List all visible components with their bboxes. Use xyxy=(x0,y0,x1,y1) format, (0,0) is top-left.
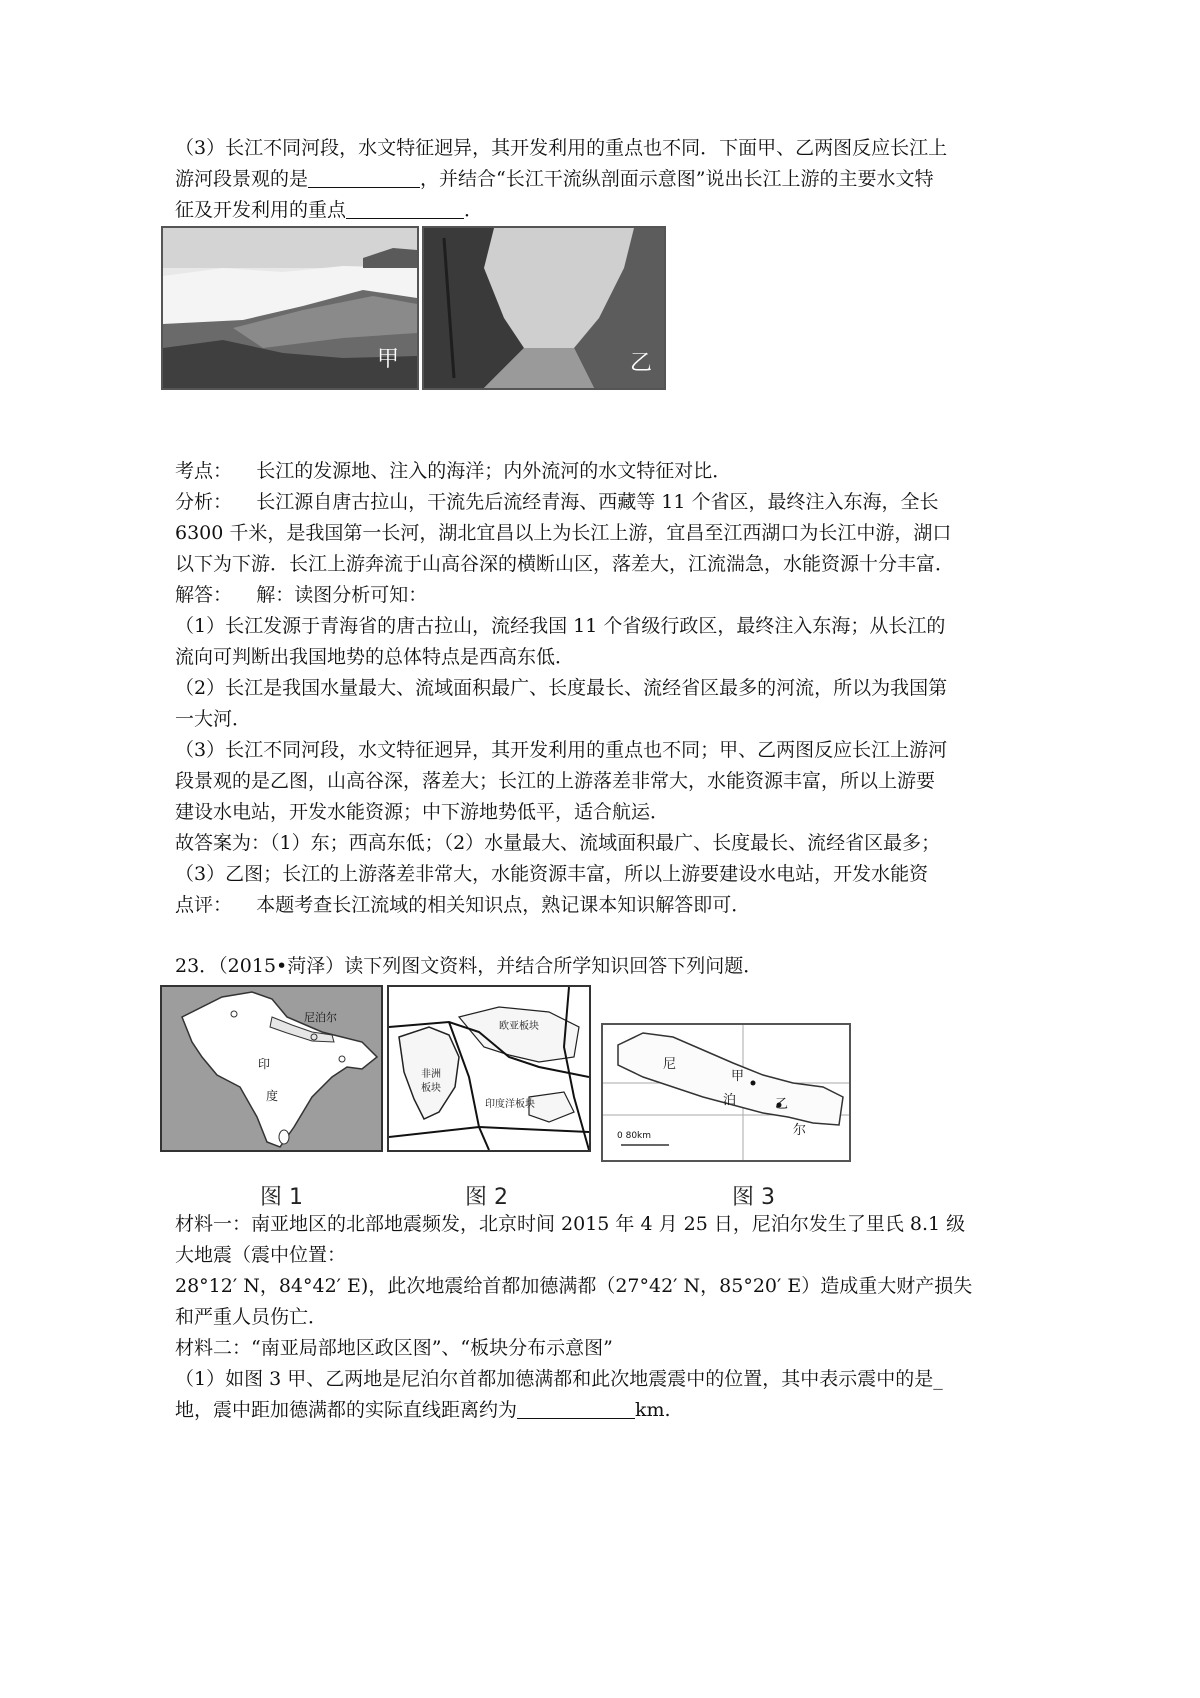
answer-1-line-2: 流向可判断出我国地势的总体特点是西高东低． xyxy=(175,646,575,668)
fenxi-label: 分析： xyxy=(175,491,233,513)
fenxi-line-3: 以下为下游．长江上游奔流于山高谷深的横断山区，落差大，江流湍急，水能资源十分丰富． xyxy=(175,553,955,575)
map-3-label-er: 尔 xyxy=(793,1123,807,1138)
q3-line-3 xyxy=(175,195,1035,226)
material-1-line-4: 和严重人员伤亡． xyxy=(175,1306,328,1328)
photo-jia-label: 甲 xyxy=(377,347,400,372)
q3-answer-blank-1 xyxy=(308,167,420,188)
map-1-graphic xyxy=(162,987,381,1150)
q3-line-1: （3）长江不同河段，水文特征迥异，其开发利用的重点也不同．下面甲、乙两图反应长江上 xyxy=(175,137,948,159)
map-1-label-nepal: 尼泊尔 xyxy=(304,1011,337,1024)
fenxi-text-1: 长江源自唐古拉山，干流先后流经青海、西藏等 11 个省区，最终注入东海，全长 xyxy=(256,491,939,513)
dianping-text: 本题考查长江流域的相关知识点，熟记课本知识解答即可． xyxy=(256,894,751,916)
answer-3-line-1: （3）长江不同河段，水文特征迥异，其开发利用的重点也不同；甲、乙两图反应长江上游河 xyxy=(175,739,948,761)
map-3-label-ni: 尼 xyxy=(663,1057,677,1072)
answer-3-line-2: 段景观的是乙图，山高谷深，落差大；长江的上游落差非常大，水能资源丰富，所以上游要 xyxy=(175,770,936,792)
map-1-label-du: 度 xyxy=(266,1089,279,1103)
material-1-line-2: 大地震（震中位置： xyxy=(175,1244,347,1266)
answer-2-line-1: （2）长江是我国水量最大、流域面积最广、长度最长、流经省区最多的河流，所以为我国第 xyxy=(175,677,948,699)
fig-3-caption: 图 3 xyxy=(732,1185,775,1210)
q3-line-2 xyxy=(175,164,1035,195)
map-2-label-indian: 印度洋板块 xyxy=(485,1099,535,1110)
q23-answer-blank xyxy=(517,1398,635,1419)
map-3-label-yi: 乙 xyxy=(775,1097,789,1112)
final-answer-line-2: （3）乙图；长江的上游落差非常大，水能资源丰富，所以上游要建设水电站，开发水能资 xyxy=(175,863,929,885)
q3-line-3a: 征及开发利用的重点 xyxy=(175,199,347,221)
map-3-label-jia: 甲 xyxy=(731,1069,745,1084)
q23-sub1-line-2a: 地，震中距加德满都的实际直线距离约为 xyxy=(175,1399,518,1421)
map-2-graphic xyxy=(389,987,589,1150)
answer-2-line-2: 一大河． xyxy=(175,708,252,730)
map-3-nepal xyxy=(601,1023,851,1162)
q3-answer-blank-2 xyxy=(346,198,464,219)
jieda-text: 解：读图分析可知： xyxy=(256,584,428,606)
q23-sub1-line-1: （1）如图 3 甲、乙两地是尼泊尔首都加德满都和此次地震震中的位置，其中表示震中的是_ xyxy=(175,1368,943,1390)
map-2-label-africa-2: 板块 xyxy=(421,1083,441,1094)
map-1-south-asia xyxy=(160,985,383,1152)
fig-2-caption: 图 2 xyxy=(465,1185,508,1210)
map-2-label-eurasia: 欧亚板块 xyxy=(499,1021,539,1032)
map-3-label-po: 泊 xyxy=(723,1093,737,1108)
photo-yi-label: 乙 xyxy=(630,351,653,376)
dianping-label: 点评： xyxy=(175,894,233,916)
map-2-plates xyxy=(387,985,591,1152)
material-2: 材料二：“南亚局部地区政区图”、“板块分布示意图” xyxy=(175,1337,613,1359)
q3-line-2a: 游河段景观的是 xyxy=(175,168,309,190)
q3-line-2b: ，并结合“长江干流纵剖面示意图”说出长江上游的主要水文特 xyxy=(420,168,934,190)
q23-sub1-line-2 xyxy=(175,1395,1035,1426)
q3-line-3b: ． xyxy=(464,199,484,221)
q23-sub1-line-2b: km. xyxy=(635,1399,671,1421)
kaodian-label: 考点： xyxy=(175,460,233,482)
kaodian-text: 长江的发源地、注入的海洋；内外流河的水文特征对比． xyxy=(256,460,732,482)
kaodian-line xyxy=(175,456,1035,487)
photo-yi xyxy=(422,226,666,390)
answer-1-line-1: （1）长江发源于青海省的唐古拉山，流经我国 11 个省级行政区，最终注入东海；从长江的 xyxy=(175,615,946,637)
map-3-scale: 0 80km xyxy=(617,1131,652,1141)
map-1-label-yin: 印 xyxy=(258,1057,271,1071)
dianping-line xyxy=(175,890,1035,921)
answer-3-line-3: 建设水电站，开发水能资源；中下游地势低平，适合航运． xyxy=(175,801,670,823)
photo-yi-graphic xyxy=(424,228,664,388)
fig-1-caption: 图 1 xyxy=(260,1185,303,1210)
jieda-line xyxy=(175,580,1035,611)
final-answer-line-1: 故答案为：（1）东；西高东低；（2）水量最大、流域面积最广、长度最长、流经省区最多； xyxy=(175,832,941,854)
q23-title: 23．（2015•菏泽）读下列图文资料，并结合所学知识回答下列问题． xyxy=(175,955,763,977)
material-1-line-1: 材料一：南亚地区的北部地震频发，北京时间 2015 年 4 月 25 日，尼泊尔发生了里氏 8.1 级 xyxy=(175,1213,966,1235)
material-1-line-3: 28°12′ N，84°42′ E)，此次地震给首都加德满都（27°42′ N，85°20′ E）造成重大财产损失 xyxy=(175,1275,973,1297)
fenxi-line-2: 6300 千米，是我国第一长河，湖北宜昌以上为长江上游，宜昌至江西湖口为长江中游，湖口 xyxy=(175,522,952,544)
photo-jia xyxy=(161,226,419,390)
fenxi-line-1 xyxy=(175,487,1035,518)
map-2-label-africa-1: 非洲 xyxy=(421,1069,441,1080)
jieda-label: 解答： xyxy=(175,584,233,606)
